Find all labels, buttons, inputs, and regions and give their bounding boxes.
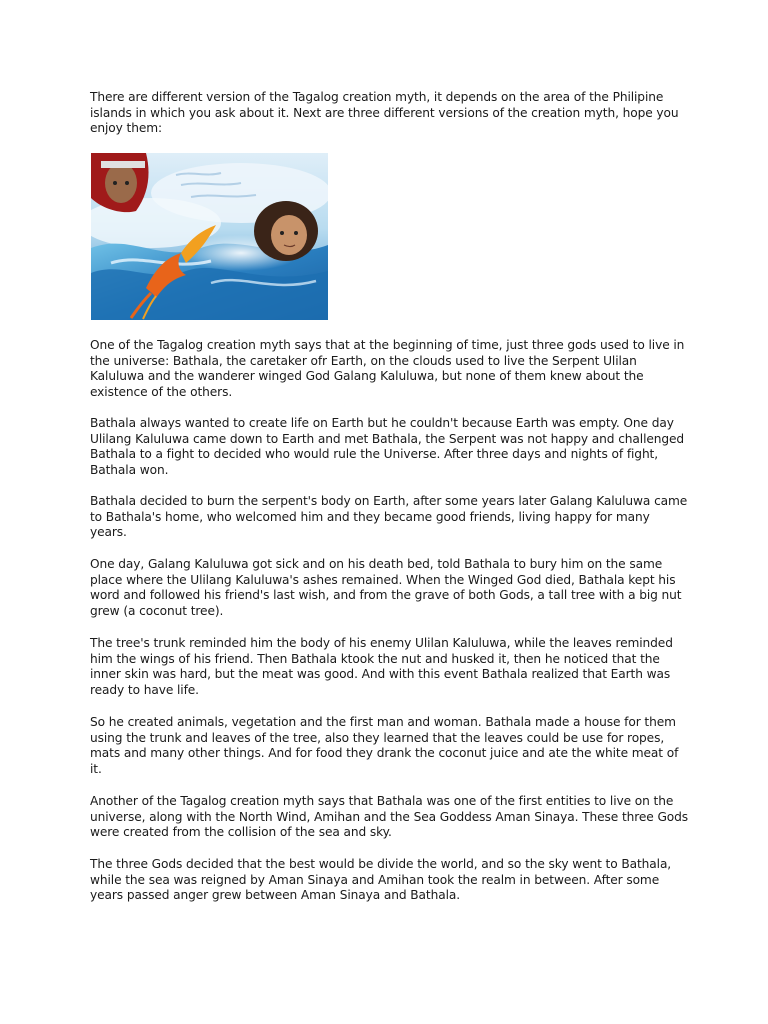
sixth-paragraph: So he created animals, vegetation and the first man and woman. Bathala made a house for them using the trunk and leaves of the tree, also they learned that the leaves could be use for ropes, mats and many other things. And for food they drank the coconut juice and ate the white meat of it. [90,715,679,776]
fourth-paragraph: One day, Galang Kaluluwa got sick and on his death bed, told Bathala to bury him on the same place where the Ulilang Kaluluwa's ashes remained. When the Winged God died, Bathala kept his word and followed his friend's last wish, and from the grave of both Gods, a tall tree with a big nut grew (a coconut tree). [90,557,682,618]
second-myth-paragraph: Another of the Tagalog creation myth says that Bathala was one of the first entities to live on the universe, along with the North Wind, Amihan and the Sea Goddess Aman Sinaya. These three Gods were created from the collision of the sea and sky. [90,794,689,839]
first-myth-paragraph: One of the Tagalog creation myth says that at the beginning of time, just three gods used to live in the universe: Bathala, the caretaker ofr Earth, on the clouds used to live the Serpent Ulilan Kaluluwa and the wanderer winged God Galang Kaluluwa, but none of them knew about the existence of the others. [90,338,685,399]
second-paragraph: Bathala always wanted to create life on Earth but he couldn't because Earth was empty. One day Ulilang Kaluluwa came down to Earth and met Bathala, the Serpent was not happy and challenged Bathala to a fight to decided who would rule the Universe. After three days and nights of fight, Bathala won. [90,416,685,477]
last-paragraph: The three Gods decided that the best would be divide the world, and so the sky went to Bathala, while the sea was reigned by Aman Sinaya and Amihan took the realm in between. After some years passed anger grew between Aman Sinaya and Bathala. [90,857,672,902]
fifth-paragraph: The tree's trunk reminded him the body of his enemy Ulilan Kaluluwa, while the leaves reminded him the wings of his friend. Then Bathala ktook the nut and husked it, then he noticed that the inner skin was hard, but the meat was good. And with this event Bathala realized that Earth was ready to have life. [90,636,673,697]
creation-myth-illustration-icon [91,153,328,320]
third-paragraph: Bathala decided to burn the serpent's body on Earth, after some years later Galang Kaluluwa came to Bathala's home, who welcomed him and they became good friends, living happy for many years. [90,494,688,539]
intro-paragraph: There are different version of the Tagalog creation myth, it depends on the area of the Philipine islands in which you ask about it. Next are three different versions of the creation myth, hope you enjoy them: [90,90,679,135]
